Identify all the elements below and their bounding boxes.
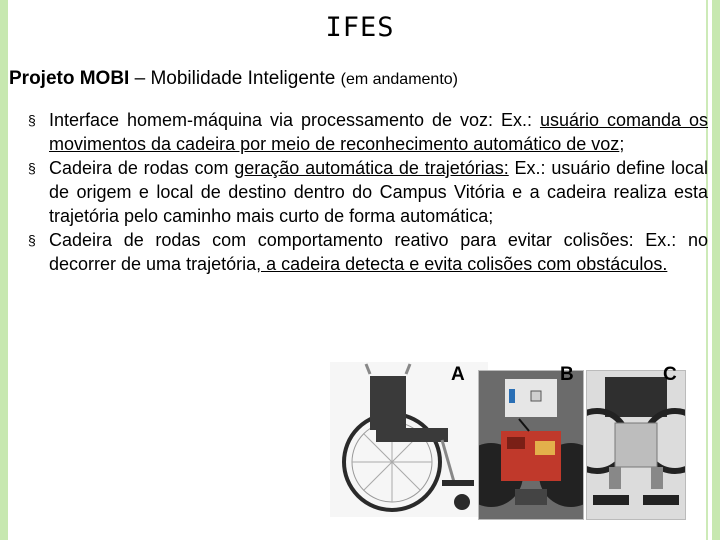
heading-status: (em andamento) [340,71,458,88]
bullet-text: Cadeira de rodas com comportamento reativo para evitar colisões: Ex.: no decorrer de uma trajetória [49,230,708,274]
bullet-item-voice [28,108,708,156]
figure-label-c: C [663,364,677,385]
slide-heading [9,68,458,90]
wheelchair-photo-c [586,370,686,520]
bullet-text-underlined: geração automática de trajetórias: [234,158,509,178]
bullet-marker: § [28,112,36,128]
bullet-item-trajectory [28,156,708,228]
bullet-item-collision [28,228,708,276]
bullet-text: Cadeira de rodas com [49,158,235,178]
bullet-text: Interface homem-máquina via processamento de voz: Ex.: [49,110,540,130]
figure-label-b: B [560,364,574,385]
bullet-list [28,108,708,276]
heading-project-name: Projeto MOBI [9,68,130,89]
wheelchair-motors-icon [587,371,685,519]
wheelchair-photo-b [478,370,584,520]
bullet-text: ; [619,134,625,154]
heading-subtitle: – Mobilidade Inteligente [129,68,341,89]
bullet-text-underlined: , a cadeira detecta e evita colisões com obstáculos. [256,254,668,274]
electronics-board-icon [479,371,583,519]
slide-frame-left [0,0,8,540]
bullet-marker: § [28,232,36,248]
slide-frame-right [712,0,720,540]
bullet-text: Ex.: usuário define local de origem e local de destino dentro do Campus Vitória e a cadeira realiza esta trajetória pelo caminho mais curto de forma automática; [49,158,708,226]
figure-label-a: A [451,364,465,385]
bullet-text-underlined: usuário comanda os movimentos da cadeira por meio de reconhecimento automático de voz [49,110,708,154]
slide-title: IFES [325,12,395,43]
bullet-marker: § [28,160,36,176]
